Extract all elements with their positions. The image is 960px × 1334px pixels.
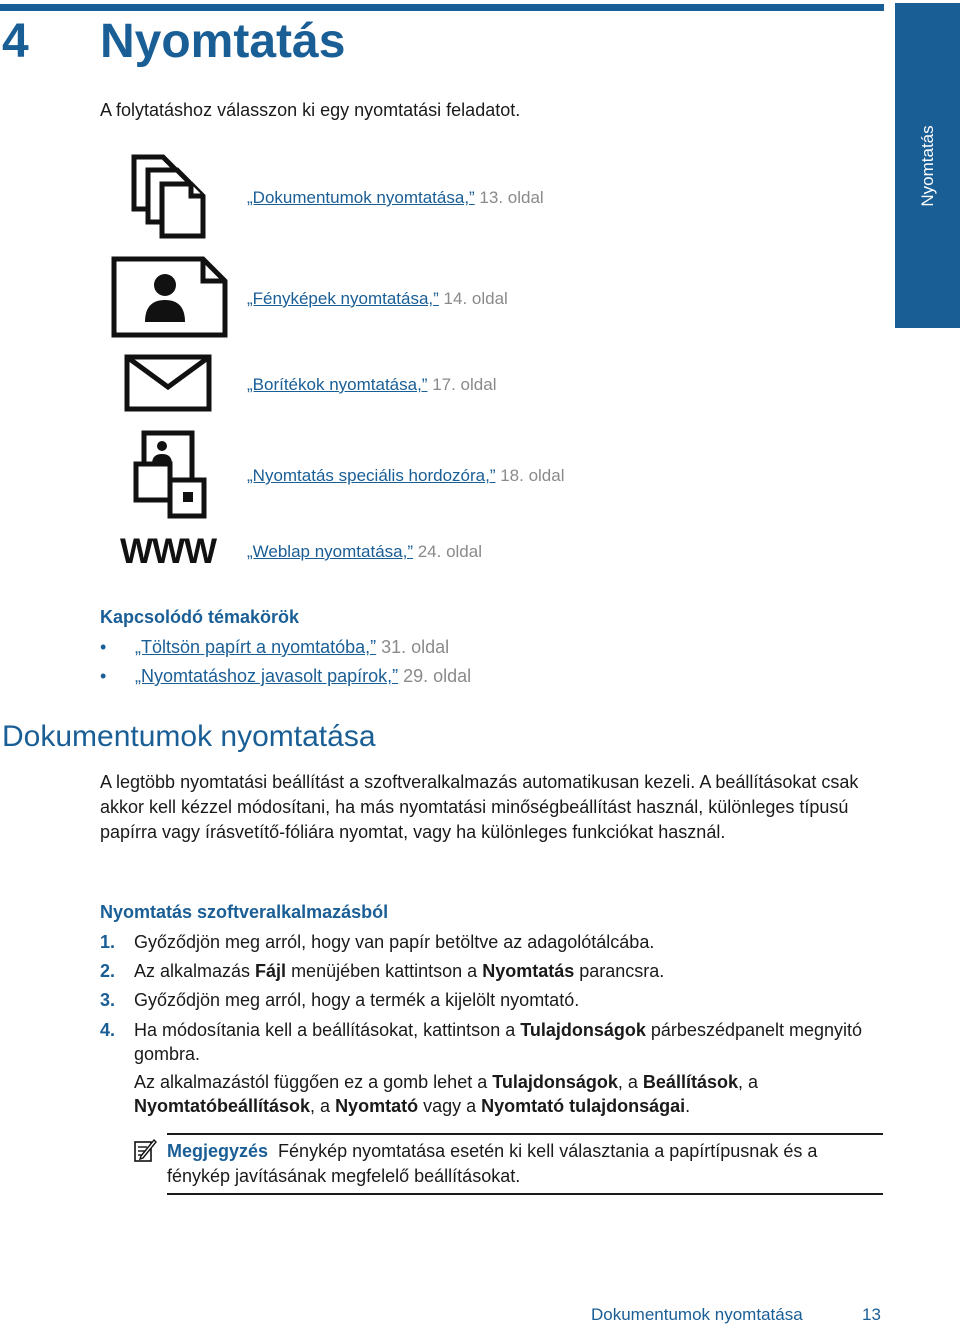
chapter-number: 4 <box>2 15 29 68</box>
step-2 <box>100 959 880 983</box>
footer-page-number: 13 <box>862 1305 881 1324</box>
note-label: Megjegyzés <box>167 1141 269 1161</box>
intro-text: A folytatáshoz válasszon ki egy nyomtatási feladatot. <box>100 100 521 120</box>
note-pencil-icon <box>133 1137 157 1163</box>
task-link-text[interactable]: „Weblap nyomtatása,” <box>247 542 413 561</box>
task-link-text[interactable]: „Borítékok nyomtatása,” <box>247 375 428 394</box>
note-rule-top <box>167 1133 883 1135</box>
step-text: Győződjön meg arról, hogy van papír betöltve az adagolótálcába. <box>134 932 655 952</box>
task-link-text[interactable]: „Dokumentumok nyomtatása,” <box>247 188 475 207</box>
related-heading: Kapcsolódó témakörök <box>100 607 300 627</box>
step-number: 3. <box>100 990 116 1010</box>
procedure-heading: Nyomtatás szoftveralkalmazásból <box>100 902 389 922</box>
task-page-ref: 18. oldal <box>495 466 565 485</box>
footer-title: Dokumentumok nyomtatása <box>591 1305 803 1324</box>
section-title: Dokumentumok nyomtatása <box>2 720 376 753</box>
task-link-text[interactable]: „Fényképek nyomtatása,” <box>247 289 439 308</box>
step-number: 4. <box>100 1020 116 1040</box>
related-link-text[interactable]: „Nyomtatáshoz javasolt papírok,” <box>135 666 399 686</box>
task-link-text[interactable]: „Nyomtatás speciális hordozóra,” <box>247 466 496 485</box>
bullet: • <box>100 666 107 686</box>
task-link-documents[interactable] <box>247 188 544 208</box>
www-icon <box>111 534 226 566</box>
note-box <box>167 1139 883 1189</box>
step-subtext: Az alkalmazástól függően ez a gomb lehet a Tulajdonságok, a Beállítások, a Nyomtatóbeállítások, a Nyomtató vagy a Nyomtató tulajdonságai. <box>134 1072 758 1116</box>
task-link-web[interactable] <box>247 542 482 562</box>
section-paragraph <box>100 770 890 845</box>
related-link-text[interactable]: „Töltsön papírt a nyomtatóba,” <box>135 637 377 657</box>
www-icon-text: WWW <box>119 534 217 566</box>
step-number: 1. <box>100 932 116 952</box>
related-page-ref: 29. oldal <box>398 666 472 686</box>
task-page-ref: 17. oldal <box>427 375 497 394</box>
related-item[interactable] <box>100 666 471 687</box>
note-text: Fénykép nyomtatása esetén ki kell választania a papírtípusnak és a fénykép javításának megfelelő beállításokat. <box>167 1141 818 1186</box>
task-page-ref: 14. oldal <box>438 289 508 308</box>
related-page-ref: 31. oldal <box>376 637 450 657</box>
envelope-icon <box>124 354 212 412</box>
step-1 <box>100 930 880 954</box>
side-tab-label: Nyomtatás <box>917 124 937 207</box>
side-tab <box>895 3 960 328</box>
section-paragraph-text: A legtöbb nyomtatási beállítást a szoftveralkalmazás automatikusan kezeli. A beállításokat csak akkor kell kézzel módosítani, ha más nyomtatási minőségbeállítást használ, különleges típusú papírra vagy írásvetítő-fóliára nyomtat, vagy ha különleges funkciókat használ. <box>100 772 859 842</box>
bullet: • <box>100 637 107 657</box>
task-link-envelopes[interactable] <box>247 375 496 395</box>
step-number: 2. <box>100 961 116 981</box>
step-text: Az alkalmazás Fájl menüjében kattintson a Nyomtatás parancsra. <box>134 961 665 981</box>
step-3 <box>100 988 880 1012</box>
task-page-ref: 13. oldal <box>474 188 544 207</box>
special-media-icon <box>133 430 207 520</box>
photo-icon <box>111 256 229 338</box>
top-rule <box>0 4 884 11</box>
task-link-special-media[interactable] <box>247 466 564 486</box>
step-text: Ha módosítania kell a beállításokat, kattintson a Tulajdonságok párbeszédpanelt megnyitó gombra. <box>134 1020 863 1064</box>
related-item[interactable] <box>100 637 449 658</box>
step-4 <box>100 1018 880 1118</box>
task-link-photos[interactable] <box>247 289 508 309</box>
documents-icon <box>131 154 207 240</box>
chapter-title: Nyomtatás <box>100 15 346 68</box>
task-page-ref: 24. oldal <box>412 542 482 561</box>
step-text: Győződjön meg arról, hogy a termék a kijelölt nyomtató. <box>134 990 580 1010</box>
note-rule-bottom <box>167 1193 883 1195</box>
